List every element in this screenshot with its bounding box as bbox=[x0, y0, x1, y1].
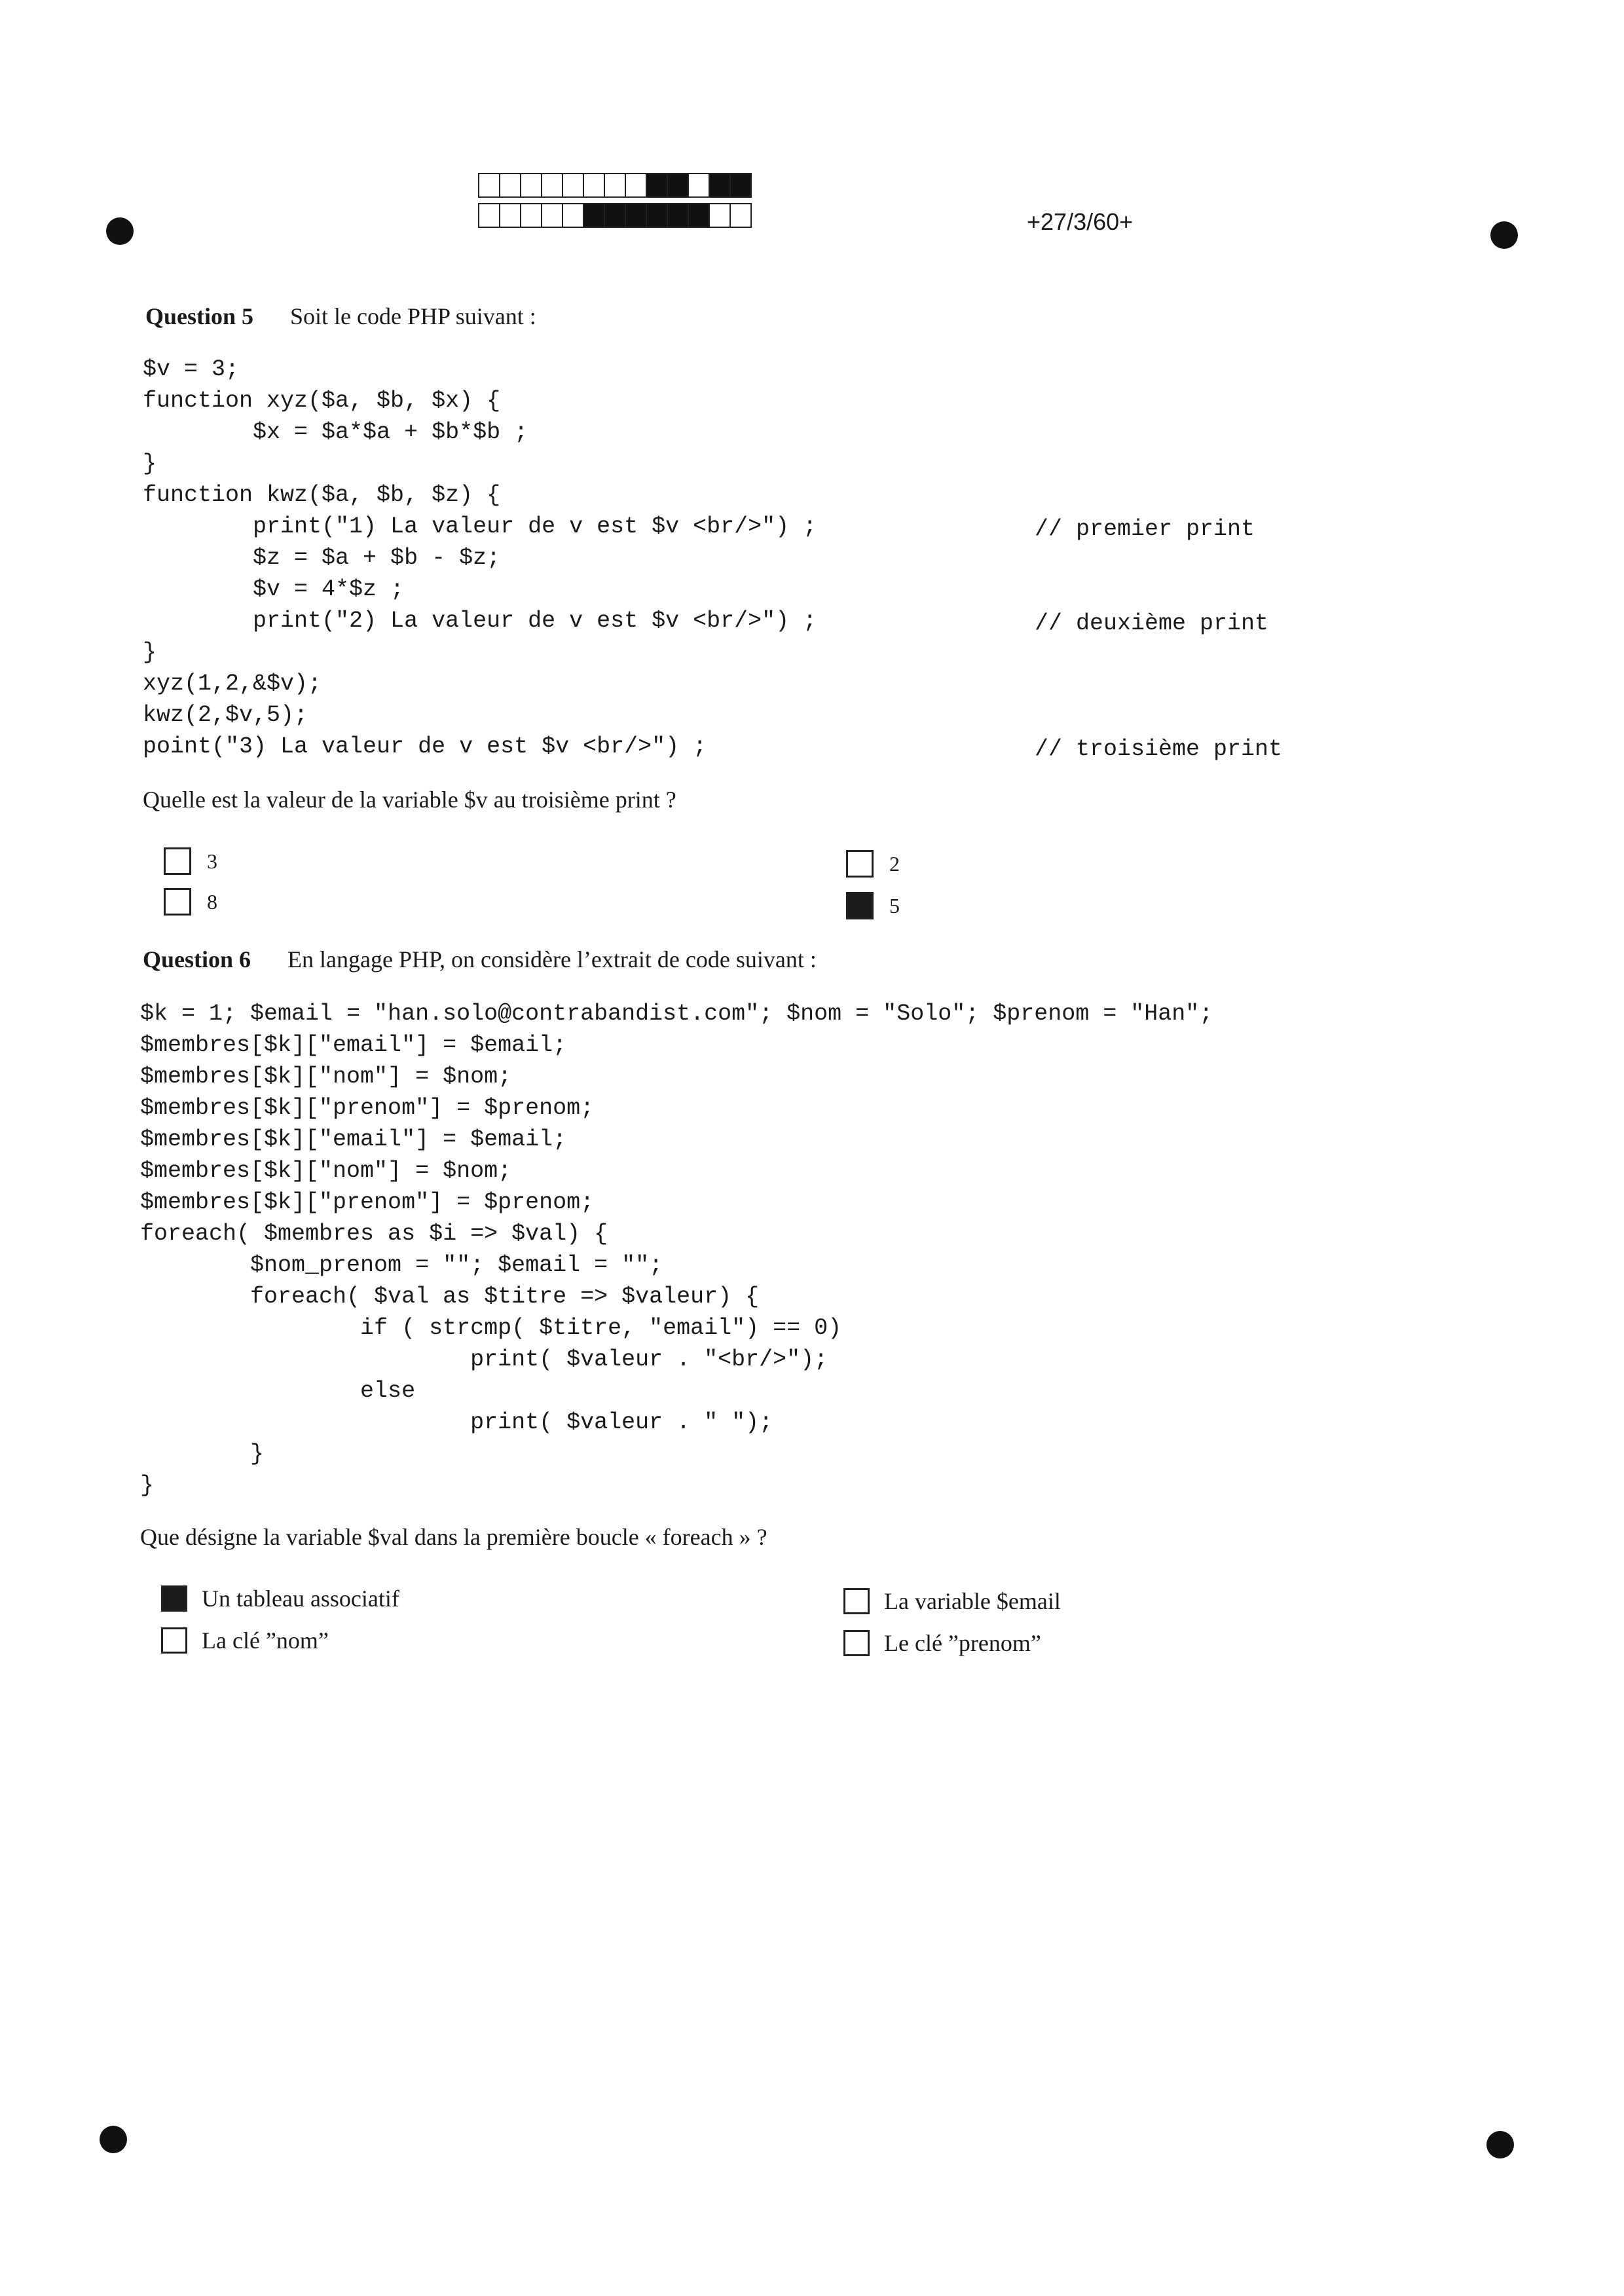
comment-troisieme-print: // troisième print bbox=[1035, 736, 1283, 762]
option-label: 5 bbox=[889, 893, 900, 917]
option-label: 3 bbox=[207, 849, 217, 873]
question-6-code: $k = 1; $email = "han.solo@contrabandist.com"; $nom = "Solo"; $prenom = "Han"; $membres[$k]["email"] = $email; $membres[$k]["nom"] = $nom; $membres[$k]["prenom"] = $prenom; $membres[$k]["email"] = $email; $membres[$k]["nom"] = $nom; $membres[$k]["prenom"] = $prenom; foreach( $membres as $i => $val) { $nom_prenom = ""; $email = ""; foreach( $val as $titre => $valeur) { if ( strcmp( $titre, "email") == 0) print( $valeur . "<br/>"); else print( $valeur . " "); } } bbox=[140, 1001, 1213, 1498]
question-6-prompt: Que désigne la variable $val dans la première boucle « foreach » ? bbox=[140, 1524, 767, 1550]
barcode-cell bbox=[499, 173, 521, 198]
checkbox[interactable] bbox=[843, 1588, 870, 1614]
question-6-number: Question 6 bbox=[143, 946, 251, 972]
barcode-cell bbox=[562, 173, 584, 198]
barcode-cell bbox=[688, 203, 710, 228]
barcode-cell bbox=[604, 203, 626, 228]
q5-option-3[interactable] bbox=[164, 847, 217, 875]
barcode-cell bbox=[709, 203, 731, 228]
barcode-cell bbox=[583, 173, 605, 198]
q5-option-2[interactable] bbox=[846, 850, 900, 878]
question-6-heading bbox=[143, 946, 817, 973]
barcode-cell bbox=[604, 173, 626, 198]
barcode-cell bbox=[729, 203, 752, 228]
barcode-cell bbox=[667, 173, 689, 198]
checkbox[interactable] bbox=[161, 1585, 187, 1612]
q6-option-tableau-associatif[interactable] bbox=[161, 1585, 399, 1612]
checkbox[interactable] bbox=[846, 892, 874, 919]
q5-option-8[interactable] bbox=[164, 888, 217, 916]
barcode-cell bbox=[688, 173, 710, 198]
barcode-cell bbox=[520, 173, 542, 198]
option-label: 2 bbox=[889, 851, 900, 876]
barcode-cell bbox=[646, 173, 668, 198]
checkbox[interactable] bbox=[164, 888, 191, 916]
checkbox[interactable] bbox=[164, 847, 191, 875]
registration-dot-top-right bbox=[1490, 221, 1518, 249]
barcode-cell bbox=[562, 203, 584, 228]
checkbox[interactable] bbox=[843, 1630, 870, 1656]
option-label: Un tableau associatif bbox=[202, 1585, 399, 1612]
barcode-cell bbox=[478, 203, 500, 228]
checkbox[interactable] bbox=[161, 1627, 187, 1654]
barcode-cell bbox=[667, 203, 689, 228]
option-label: 8 bbox=[207, 889, 217, 914]
barcode-row-1 bbox=[479, 173, 752, 199]
option-label: La variable $email bbox=[884, 1588, 1061, 1614]
question-5-heading bbox=[145, 303, 536, 330]
barcode-cell bbox=[541, 173, 563, 198]
barcode-cell bbox=[625, 203, 647, 228]
question-5-prompt: Quelle est la valeur de la variable $v au troisième print ? bbox=[143, 787, 676, 813]
checkbox[interactable] bbox=[846, 850, 874, 878]
barcode-cell bbox=[499, 203, 521, 228]
barcode-cell bbox=[625, 173, 647, 198]
q6-option-cle-nom[interactable] bbox=[161, 1627, 329, 1654]
question-5-intro: Soit le code PHP suivant : bbox=[290, 303, 536, 329]
q6-option-cle-prenom[interactable] bbox=[843, 1629, 1041, 1657]
barcode-cell bbox=[541, 203, 563, 228]
registration-dot-bottom-right bbox=[1486, 2131, 1514, 2158]
sheet-id: +27/3/60+ bbox=[1027, 208, 1134, 235]
barcode-cell bbox=[709, 173, 731, 198]
question-5-code: $v = 3; function xyz($a, $b, $x) { $x = $a*$a + $b*$b ; } function kwz($a, $b, $z) { print("1) La valeur de v est $v <br/>") ; $z = $a + $b - $z; $v = 4*$z ; print("2) La valeur de v est $v <br/>") ; } xyz(1,2,&$v); kwz(2,$v,5); point("3) La valeur de v est $v <br/>") ; bbox=[143, 356, 817, 760]
registration-dot-bottom-left bbox=[100, 2126, 127, 2153]
barcode-cell bbox=[583, 203, 605, 228]
barcode-row-2 bbox=[479, 203, 752, 229]
barcode-cell bbox=[646, 203, 668, 228]
option-label: Le clé ”prenom” bbox=[884, 1630, 1041, 1656]
question-6-intro: En langage PHP, on considère l’extrait de code suivant : bbox=[287, 946, 817, 972]
barcode-cell bbox=[729, 173, 752, 198]
q5-option-5[interactable] bbox=[846, 892, 900, 919]
q6-option-variable-email[interactable] bbox=[843, 1587, 1061, 1615]
comment-premier-print: // premier print bbox=[1035, 516, 1255, 542]
option-label: La clé ”nom” bbox=[202, 1627, 329, 1654]
comment-deuxieme-print: // deuxième print bbox=[1035, 610, 1269, 637]
barcode-cell bbox=[478, 173, 500, 198]
registration-dot-top-left bbox=[106, 217, 134, 245]
question-5-number: Question 5 bbox=[145, 303, 254, 329]
barcode-cell bbox=[520, 203, 542, 228]
